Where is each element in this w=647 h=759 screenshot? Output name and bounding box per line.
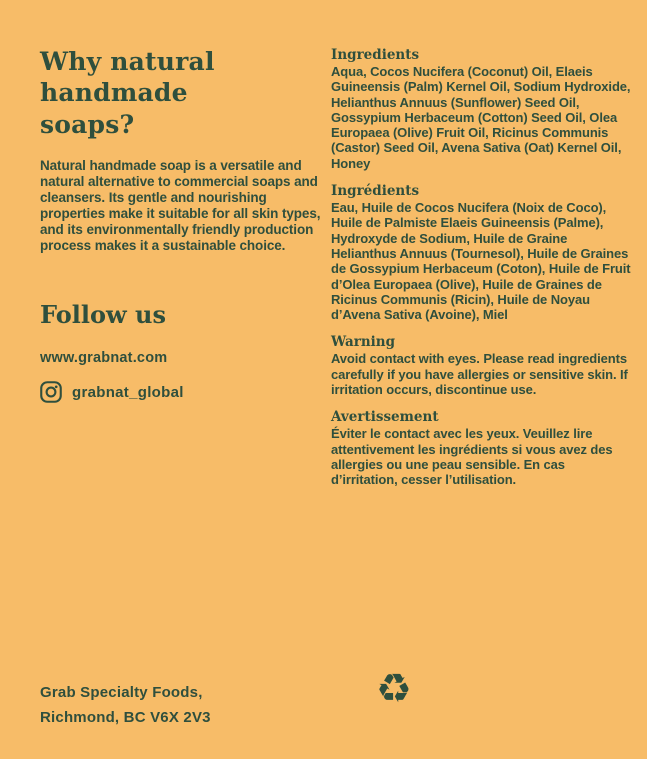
section-body: Eau, Huile de Cocos Nucifera (Noix de Coco), Huile de Palmiste Elaeis Guineensis (Palme), Hydroxyde de Sodium, Huile de Graine Helianthus Annuus (Tournesol), Huile de Graines de Gossypium Herbaceum (Coton), Huile de Fruit d’Olea Europaea (Olive), Huile de Graines de Ricinus Communis (Ricin), Huile de Noyau d’Avena Sativa (Avoine), Miel — [331, 200, 631, 323]
company-address — [40, 680, 211, 730]
website-url: www.grabnat.com — [40, 350, 168, 367]
section-body: Avoid contact with eyes. Please read ingredients carefully if you have allergies or sensitive skin. If irritation occurs, discontinue use. — [331, 351, 628, 398]
section-body: Aqua, Cocos Nucifera (Coconut) Oil, Elaeis Guineensis (Palm) Kernel Oil, Sodium Hydroxide, Helianthus Annuus (Sunflower) Seed Oil, Gossypium Herbaceum (Cotton) Seed Oil, Olea Europaea (Olive) Fruit Oil, Ricinus Communis (Castor) Seed Oil, Avena Sativa (Oat) Kernel Oil, Honey — [331, 64, 631, 171]
follow-us-heading: Follow us — [40, 299, 166, 329]
right-column — [331, 48, 631, 501]
address-line-1: Grab Specialty Foods, — [40, 684, 203, 701]
page-title: Why natural handmade soaps? — [40, 47, 215, 139]
left-column — [40, 46, 325, 403]
instagram-icon — [40, 381, 62, 403]
instagram-row — [40, 381, 325, 403]
section-ingredients-fr — [331, 184, 631, 322]
section-heading: Avertissement — [331, 409, 439, 426]
instagram-handle: grabnat_global — [72, 383, 184, 401]
section-body: Éviter le contact avec les yeux. Veuillez lire attentivement les ingrédients si vous avez des allergies ou une peau sensible. En cas d’irritation, cesser l’utilisation. — [331, 426, 613, 488]
intro-paragraph: Natural handmade soap is a versatile and natural alternative to commercial soaps and cleansers. Its gentle and nourishing properties make it suitable for all skin types, and its environmentally friendly production process makes it a sustainable choice. — [40, 157, 321, 253]
section-ingredients-en — [331, 48, 631, 171]
section-warning-fr — [331, 410, 631, 487]
recycle-icon: ♻ — [376, 666, 412, 712]
section-warning-en — [331, 335, 631, 397]
section-heading: Warning — [331, 334, 396, 351]
section-heading: Ingrédients — [331, 183, 420, 200]
address-line-2: Richmond, BC V6X 2V3 — [40, 709, 211, 726]
section-heading: Ingredients — [331, 47, 420, 63]
